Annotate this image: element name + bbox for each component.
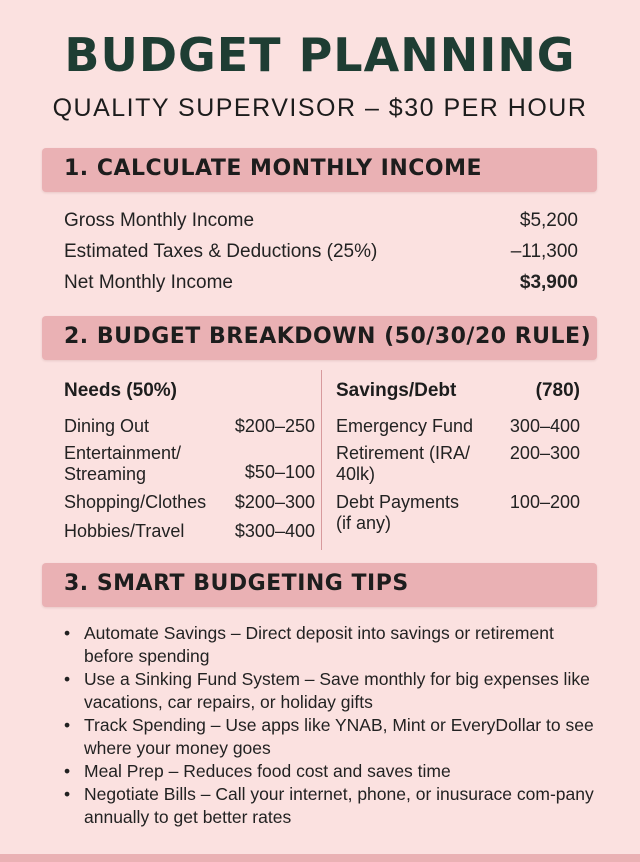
savings-item-value: 100–200: [509, 492, 580, 512]
needs-heading: Needs (50%): [64, 380, 177, 401]
section-2-heading: 2. BUDGET BREAKDOWN (50/30/20 RULE): [64, 324, 592, 349]
bullet-icon: •: [64, 715, 71, 735]
list-item: [64, 760, 604, 783]
list-item: [64, 622, 604, 668]
section-3-heading: 3. SMART BUDGETING TIPS: [64, 571, 409, 596]
income-value: –11,300: [510, 241, 578, 262]
needs-item-label: Hobbies/Travel: [64, 521, 185, 541]
footer-bar: [0, 854, 640, 862]
section-1-heading: 1. CALCULATE MONTHLY INCOME: [64, 156, 483, 181]
section-3-header: [42, 563, 597, 607]
section-2-header: [42, 316, 597, 360]
bullet-icon: •: [64, 669, 71, 689]
needs-item-value: $300–400: [234, 521, 315, 541]
needs-item-label: Shopping/Clothes: [64, 492, 207, 512]
needs-item-value: $200–300: [234, 492, 315, 512]
income-label: Estimated Taxes & Deductions (25%): [64, 241, 378, 262]
savings-item-value: 300–400: [509, 416, 580, 436]
list-item: [64, 783, 604, 829]
page-subtitle: QUALITY SUPERVISOR – $30 PER HOUR: [52, 94, 588, 122]
savings-heading: Savings/Debt: [336, 380, 457, 401]
needs-item-value: $50–100: [244, 462, 315, 482]
list-item: [64, 668, 604, 714]
savings-item-label: Retirement (IRA/ 40lk): [336, 443, 471, 484]
tip-text: Automate Savings – Direct deposit into savings or retirement before spending: [84, 623, 554, 666]
needs-item-value: $200–250: [234, 416, 315, 436]
bullet-icon: •: [64, 784, 71, 804]
savings-item-label: Emergency Fund: [336, 416, 474, 436]
income-label: Gross Monthly Income: [64, 210, 255, 231]
tip-text: Track Spending – Use apps like YNAB, Mint or EveryDollar to see where your money goes: [84, 715, 594, 758]
section-1-header: [42, 148, 597, 192]
tip-text: Use a Sinking Fund System – Save monthly for big expenses like vacations, car repairs, or holiday gifts: [84, 669, 590, 712]
savings-total: (780): [535, 380, 580, 401]
page-title: BUDGET PLANNING: [64, 28, 576, 82]
bullet-icon: •: [64, 761, 71, 781]
income-label: Net Monthly Income: [64, 272, 233, 293]
column-divider: [321, 370, 322, 550]
savings-item-value: 200–300: [509, 443, 580, 463]
tip-text: Meal Prep – Reduces food cost and saves time: [84, 761, 451, 781]
bullet-icon: •: [64, 623, 71, 643]
income-value: $3,900: [519, 272, 578, 293]
needs-item-label: Dining Out: [64, 416, 150, 436]
savings-item-label: Debt Payments (if any): [336, 492, 460, 533]
tips-list: [64, 622, 604, 829]
needs-item-label: Entertainment/ Streaming: [64, 443, 182, 484]
list-item: [64, 714, 604, 760]
tip-text: Negotiate Bills – Call your internet, phone, or inusurace com-pany annually to get better rates: [84, 784, 594, 827]
income-value: $5,200: [519, 210, 578, 231]
